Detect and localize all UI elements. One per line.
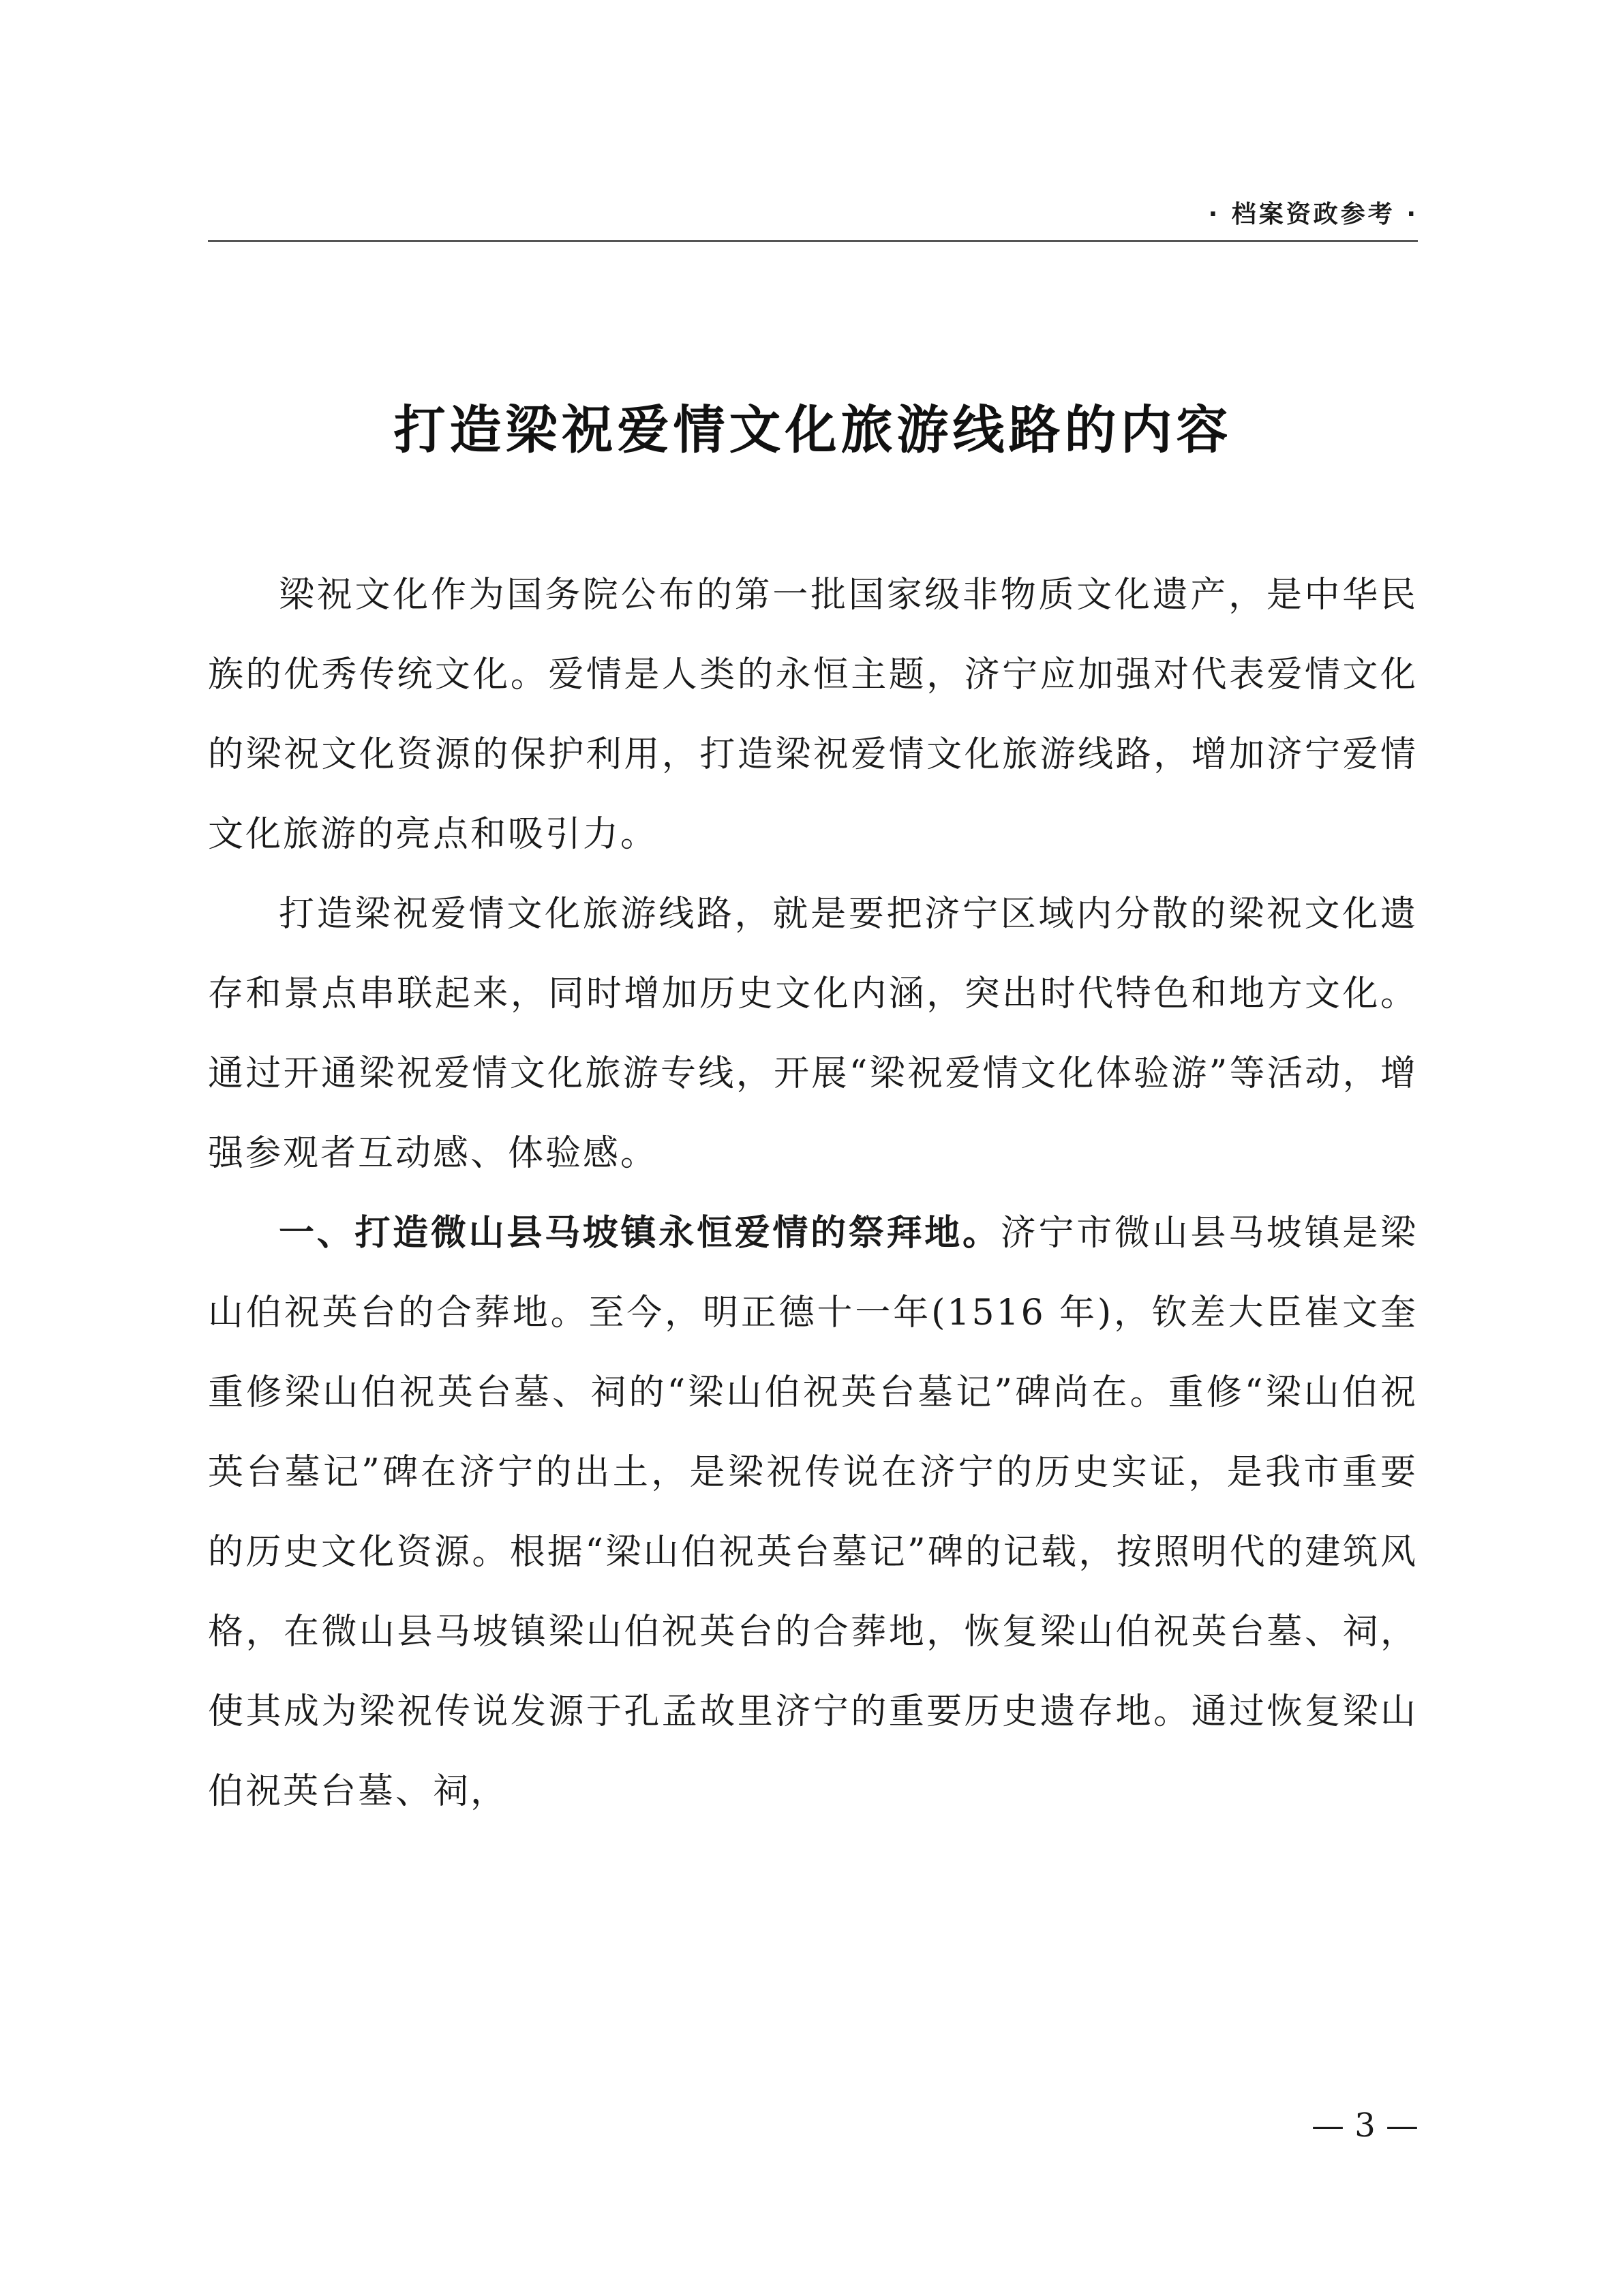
section-heading: 一、打造微山县马坡镇永恒爱情的祭拜地。 xyxy=(279,1213,1001,1254)
header-divider xyxy=(208,240,1418,242)
document-body xyxy=(208,556,1418,1832)
header-label: · 档案资政参考 · xyxy=(1208,200,1419,228)
paragraph-2 xyxy=(208,875,1418,1194)
document-title: 打造梁祝爱情文化旅游线路的内容 xyxy=(393,399,1232,460)
paragraph-text: 梁祝文化作为国务院公布的第一批国家级非物质文化遗产，是中华民族的优秀传统文化。爱情是人类的永恒主题，济宁应加强对代表爱情文化的梁祝文化资源的保护利用，打造梁祝爱情文化旅游线路，增加济宁爱情文化旅游的亮点和吸引力。 xyxy=(208,575,1418,855)
paragraph-text: 打造梁祝爱情文化旅游线路，就是要把济宁区域内分散的梁祝文化遗存和景点串联起来，同时增加历史文化内涵，突出时代特色和地方文化。通过开通梁祝爱情文化旅游专线，开展“梁祝爱情文化体验游”等活动，增强参观者互动感、体验感。 xyxy=(208,894,1418,1174)
page-number: — 3 — xyxy=(1311,2106,1419,2145)
paragraph-text: 济宁市微山县马坡镇是梁山伯祝英台的合葬地。至今，明正德十一年(1516 年)，钦差大臣崔文奎重修梁山伯祝英台墓、祠的“梁山伯祝英台墓记”碑尚在。重修“梁山伯祝英台墓记”碑在济宁的出土，是梁祝传说在济宁的历史实证，是我市重要的历史文化资源。根据“梁山伯祝英台墓记”碑的记载，按照明代的建筑风格，在微山县马坡镇梁山伯祝英台的合葬地，恢复梁山伯祝英台墓、祠，使其成为梁祝传说发源于孔孟故里济宁的重要历史遗存地。通过恢复梁山伯祝英台墓、祠， xyxy=(208,1213,1418,1812)
paragraph-1 xyxy=(208,556,1418,875)
paragraph-3 xyxy=(208,1194,1418,1832)
